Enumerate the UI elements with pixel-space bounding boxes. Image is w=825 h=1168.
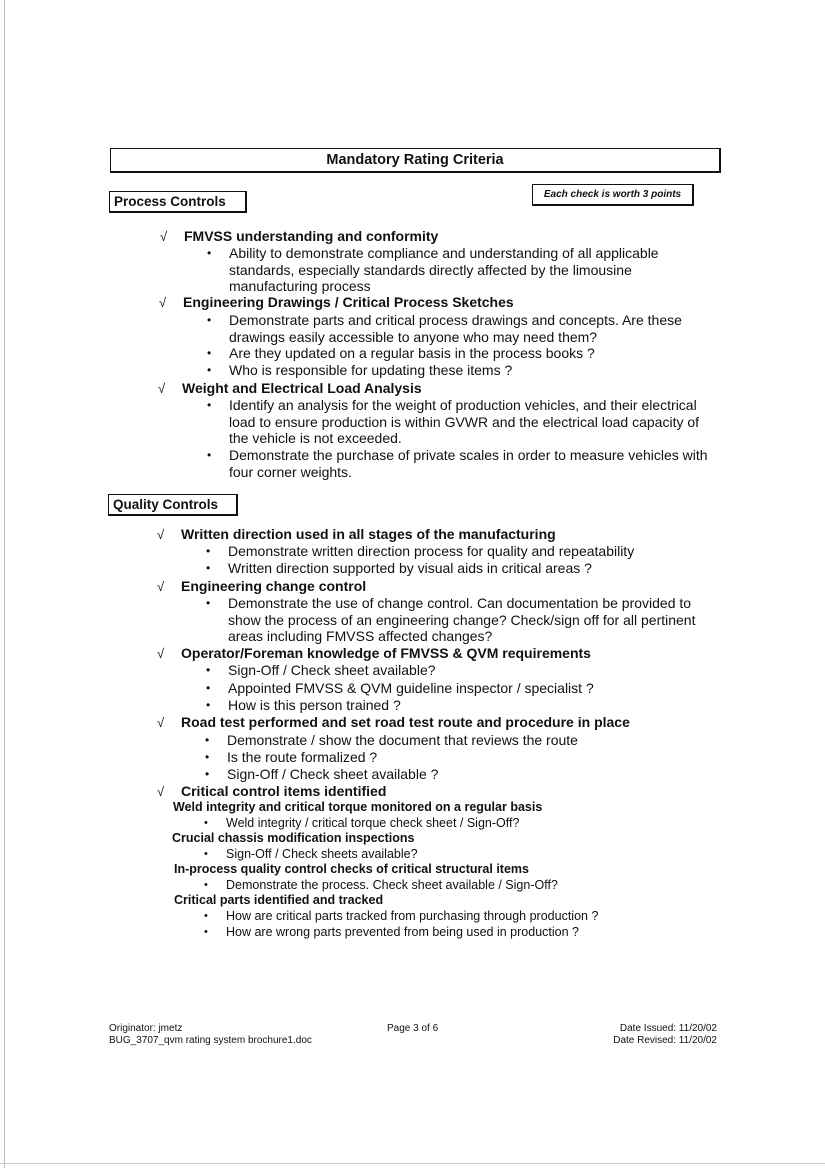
- list-item-line: How are critical parts tracked from purchasing through production ?: [226, 909, 599, 923]
- subsection-heading: Weld integrity and critical torque monitored on a regular basis: [173, 800, 543, 814]
- list-item: [205, 749, 378, 766]
- bullet-icon: •: [206, 544, 211, 558]
- section-label-quality-controls: Quality Controls: [108, 494, 238, 516]
- list-item: [206, 560, 592, 577]
- criterion-heading-text: Weight and Electrical Load Analysis: [182, 380, 422, 396]
- list-item-line: standards, especially standards directly affected by the limousine: [229, 261, 632, 278]
- list-item-line: Is the route formalized ?: [227, 749, 378, 765]
- list-item-line: show the process of an engineering change? Check/sign off for all pertinent: [228, 611, 696, 628]
- list-item: [204, 909, 599, 924]
- list-item-line: the vehicle is not exceeded.: [229, 430, 402, 446]
- list-item: [204, 925, 579, 940]
- list-item-line: drawings easily accessible to anyone who may need them?: [229, 328, 598, 345]
- list-item-line: Appointed FMVSS & QVM guideline inspector / specialist ?: [228, 680, 594, 696]
- list-item-line: Identify an analysis for the weight of production vehicles, and their electrical: [229, 397, 697, 413]
- bullet-icon: •: [207, 246, 212, 260]
- check-mark-icon: √: [157, 579, 165, 594]
- bullet-icon: •: [205, 750, 210, 764]
- list-item-line: Demonstrate / show the document that reviews the route: [227, 732, 578, 748]
- list-item: [207, 397, 700, 447]
- page-bottom-edge: [0, 1163, 825, 1164]
- criterion-heading: [157, 578, 367, 595]
- section-label-process-controls: Process Controls: [109, 191, 247, 213]
- list-item-line: Sign-Off / Check sheet available ?: [227, 766, 439, 782]
- bullet-icon: •: [205, 767, 210, 781]
- list-item: [206, 662, 436, 679]
- list-item: [207, 312, 682, 345]
- list-item: [204, 816, 520, 831]
- list-item: [206, 680, 594, 697]
- check-mark-icon: √: [157, 527, 165, 542]
- list-item: [207, 245, 659, 295]
- subsection-heading: Crucial chassis modification inspections: [172, 831, 415, 845]
- criterion-heading: [157, 783, 387, 800]
- list-item-line: Demonstrate the use of change control. Can documentation be provided to: [228, 595, 692, 611]
- check-mark-icon: √: [159, 295, 167, 310]
- list-item: [206, 697, 401, 714]
- subsection-heading: Critical parts identified and tracked: [174, 893, 384, 907]
- bullet-icon: •: [206, 663, 211, 677]
- list-item: [205, 732, 578, 749]
- points-note: Each check is worth 3 points: [532, 184, 694, 206]
- criterion-heading-text: Critical control items identified: [181, 783, 387, 799]
- list-item-line: Are they updated on a regular basis in the process books ?: [229, 345, 595, 361]
- criterion-heading-text: Engineering Drawings / Critical Process Sketches: [183, 294, 514, 310]
- bullet-icon: •: [207, 448, 212, 462]
- list-item-line: Demonstrate parts and critical process drawings and concepts. Are these: [229, 312, 682, 328]
- bullet-icon: •: [204, 879, 208, 891]
- footer-page-number: Page 3 of 6: [387, 1023, 439, 1034]
- bullet-icon: •: [207, 313, 212, 327]
- criterion-heading-text: FMVSS understanding and conformity: [184, 228, 439, 244]
- subsection-heading: In-process quality control checks of critical structural items: [174, 862, 529, 876]
- list-item-line: Demonstrate the process. Check sheet available / Sign-Off?: [226, 878, 558, 892]
- list-item-line: How are wrong parts prevented from being used in production ?: [226, 925, 579, 939]
- bullet-icon: •: [204, 817, 208, 829]
- criterion-heading: [159, 294, 514, 311]
- list-item-line: Ability to demonstrate compliance and understanding of all applicable: [229, 245, 659, 261]
- criterion-heading: [157, 526, 556, 543]
- bullet-icon: •: [204, 848, 208, 860]
- list-item: [206, 543, 635, 560]
- bullet-icon: •: [207, 363, 212, 377]
- bullet-icon: •: [206, 596, 211, 610]
- criterion-heading: [158, 380, 422, 397]
- check-mark-icon: √: [158, 381, 166, 396]
- footer-originator: Originator: jmetz: [109, 1023, 183, 1034]
- list-item: [204, 847, 418, 862]
- list-item-line: areas including FMVSS affected changes?: [228, 628, 493, 644]
- check-mark-icon: √: [160, 229, 168, 244]
- bullet-icon: •: [207, 398, 212, 412]
- bullet-icon: •: [206, 681, 211, 695]
- bullet-icon: •: [204, 910, 208, 922]
- check-mark-icon: √: [157, 646, 165, 661]
- bullet-icon: •: [205, 733, 210, 747]
- list-item-line: manufacturing process: [229, 278, 371, 294]
- list-item: [206, 595, 696, 645]
- footer-right: [613, 1023, 717, 1047]
- criterion-heading-text: Road test performed and set road test route and procedure in place: [181, 714, 630, 730]
- criterion-heading-text: Engineering change control: [181, 578, 367, 594]
- footer-filename: BUG_3707_qvm rating system brochure1.doc: [109, 1035, 312, 1046]
- list-item: [207, 345, 595, 362]
- list-item-line: Sign-Off / Check sheet available?: [228, 662, 436, 678]
- bullet-icon: •: [206, 561, 211, 575]
- page-title: Mandatory Rating Criteria: [110, 148, 721, 173]
- list-item: [207, 447, 708, 480]
- list-item-line: Written direction supported by visual aids in critical areas ?: [228, 560, 592, 576]
- check-mark-icon: √: [157, 715, 165, 730]
- footer-left: [109, 1023, 312, 1047]
- list-item-line: How is this person trained ?: [228, 697, 401, 713]
- bullet-icon: •: [204, 926, 208, 938]
- list-item: [204, 878, 558, 893]
- check-mark-icon: √: [157, 784, 165, 799]
- page-left-edge: [4, 0, 5, 1168]
- bullet-icon: •: [206, 698, 211, 712]
- list-item-line: Demonstrate the purchase of private scales in order to measure vehicles with: [229, 447, 708, 463]
- list-item-line: Sign-Off / Check sheets available?: [226, 847, 418, 861]
- list-item: [207, 362, 513, 379]
- list-item-line: Weld integrity / critical torque check sheet / Sign-Off?: [226, 816, 520, 830]
- list-item: [205, 766, 439, 783]
- footer-date-revised: Date Revised: 11/20/02: [613, 1035, 717, 1046]
- bullet-icon: •: [207, 346, 212, 360]
- list-item-line: Demonstrate written direction process for quality and repeatability: [228, 543, 635, 559]
- criterion-heading: [157, 645, 591, 662]
- footer-date-issued: Date Issued: 11/20/02: [619, 1023, 717, 1034]
- criterion-heading: [157, 714, 630, 731]
- criterion-heading: [160, 228, 439, 245]
- criterion-heading-text: Operator/Foreman knowledge of FMVSS & QVM requirements: [181, 645, 591, 661]
- list-item-line: load to ensure production is within GVWR and the electrical load capacity of: [229, 413, 700, 430]
- list-item-line: four corner weights.: [229, 463, 352, 480]
- list-item-line: Who is responsible for updating these items ?: [229, 362, 513, 378]
- criterion-heading-text: Written direction used in all stages of the manufacturing: [181, 526, 556, 542]
